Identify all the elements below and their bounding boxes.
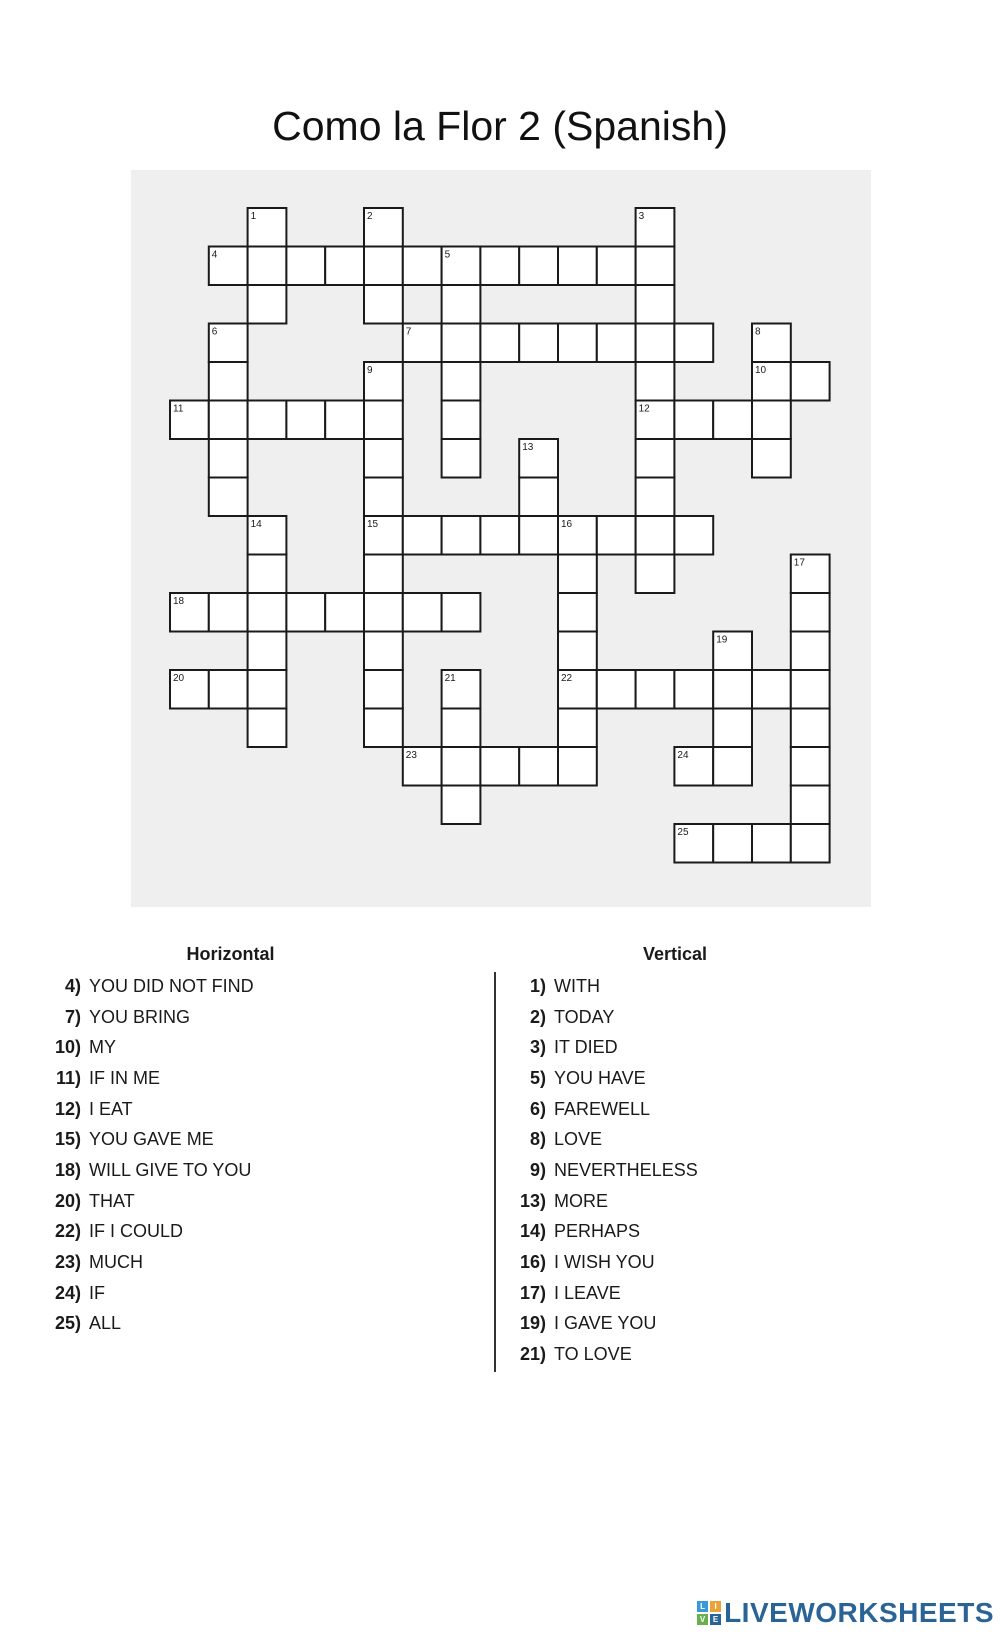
clue-text: YOU BRING: [89, 1006, 191, 1027]
crossword-cell[interactable]: [364, 401, 403, 440]
crossword-cell[interactable]: [791, 362, 830, 401]
crossword-cell[interactable]: [636, 324, 675, 363]
cell-number: 14: [250, 519, 262, 530]
clue-number: 22: [54, 1221, 75, 1242]
crossword-cell[interactable]: [636, 555, 675, 594]
clue-number-paren: ): [75, 1037, 81, 1058]
cell-number: 23: [405, 750, 417, 761]
liveworksheets-logo-icon: [696, 1600, 722, 1626]
crossword-cell[interactable]: [791, 632, 830, 671]
crossword-cell[interactable]: [248, 247, 287, 286]
clue-text: MORE: [554, 1190, 608, 1211]
clue-number: 21: [519, 1344, 540, 1365]
clue-text: IF: [89, 1282, 105, 1303]
crossword-cell[interactable]: [558, 555, 597, 594]
crossword-cell[interactable]: [325, 593, 364, 632]
crossword-cell[interactable]: [713, 824, 752, 863]
clue-number: 18: [54, 1159, 75, 1180]
clue-number: 13: [519, 1190, 540, 1211]
clue-number: 19: [519, 1313, 540, 1334]
clue-text: YOU HAVE: [554, 1067, 646, 1088]
clue-number: 6: [529, 1098, 540, 1119]
brand-name: LIVEWORKSHEETS: [724, 1597, 994, 1628]
crossword-cell[interactable]: [364, 709, 403, 748]
cell-number: 10: [755, 365, 767, 376]
crossword-cell[interactable]: [791, 670, 830, 709]
crossword-cell[interactable]: [674, 401, 713, 440]
clue-item: [505, 1063, 925, 1094]
clue-number: 14: [519, 1221, 540, 1242]
clue-number: 7: [64, 1006, 75, 1027]
down-clue-list: [505, 971, 925, 1370]
down-heading: Vertical: [642, 944, 708, 964]
across-clues: [40, 940, 465, 1339]
crossword-cell[interactable]: [558, 632, 597, 671]
clue-text: TODAY: [554, 1006, 615, 1027]
cell-number: 3: [638, 211, 645, 222]
crossword-cell[interactable]: [442, 593, 481, 632]
crossword-cell[interactable]: [636, 670, 675, 709]
clue-number-paren: ): [75, 1159, 81, 1180]
crossword-cell[interactable]: [364, 285, 403, 324]
cell-number: 2: [367, 211, 373, 222]
clue-number: 4: [64, 975, 75, 996]
worksheet-title: Como la Flor 2 (Spanish): [272, 103, 728, 149]
cell-number: 25: [677, 827, 689, 838]
clue-number-paren: ): [75, 1098, 81, 1119]
clue-number: 16: [519, 1252, 540, 1273]
clue-item: [505, 1155, 925, 1186]
crossword-cell[interactable]: [558, 247, 597, 286]
clue-number: 11: [55, 1067, 75, 1088]
clue-item: [505, 1032, 925, 1063]
clue-number-paren: ): [75, 1313, 81, 1334]
cell-number: 8: [755, 326, 761, 338]
clue-text: MUCH: [89, 1252, 143, 1273]
crossword-cell[interactable]: [636, 478, 675, 517]
crossword-cell[interactable]: [248, 285, 287, 324]
crossword-cell[interactable]: [752, 824, 791, 863]
clue-number: 5: [529, 1067, 540, 1088]
clue-number: 2: [529, 1006, 540, 1027]
crossword-cell[interactable]: [791, 593, 830, 632]
clue-text: I EAT: [89, 1098, 133, 1119]
clue-text: PERHAPS: [554, 1221, 641, 1242]
cell-number: 7: [405, 326, 412, 338]
crossword-cell[interactable]: [791, 747, 830, 786]
clue-item: [40, 1186, 465, 1217]
crossword-cell[interactable]: [364, 439, 403, 478]
crossword-cell[interactable]: [364, 670, 403, 709]
column-divider: [494, 972, 496, 1372]
crossword-cell[interactable]: [519, 516, 558, 555]
clue-text: IF I COULD: [89, 1221, 184, 1242]
clue-text: ALL: [89, 1313, 122, 1334]
crossword-cell[interactable]: [674, 516, 713, 555]
crossword-cell[interactable]: [209, 362, 248, 401]
clue-item: [505, 1217, 925, 1248]
crossword-cell[interactable]: [519, 247, 558, 286]
clue-text: MY: [89, 1037, 116, 1058]
cell-number: 5: [444, 249, 451, 261]
clue-number-paren: ): [75, 1221, 81, 1242]
crossword-cell[interactable]: [636, 516, 675, 555]
crossword-cell[interactable]: [713, 670, 752, 709]
clue-item: [505, 1094, 925, 1125]
clue-item: [40, 1002, 465, 1033]
crossword-cell[interactable]: [713, 401, 752, 440]
crossword-cell[interactable]: [480, 747, 519, 786]
cell-number: 16: [561, 519, 573, 530]
clue-number-paren: ): [540, 1282, 546, 1303]
clue-text: YOU DID NOT FIND: [89, 975, 254, 996]
crossword-cell[interactable]: [325, 247, 364, 286]
crossword-cell[interactable]: [597, 516, 636, 555]
crossword-cell[interactable]: [752, 401, 791, 440]
clue-number: 17: [519, 1282, 540, 1303]
cell-number: 24: [677, 750, 689, 761]
clue-number-paren: ): [75, 1282, 81, 1303]
clue-number-paren: ): [540, 1190, 546, 1211]
logo-square: V: [697, 1614, 708, 1625]
clue-number-paren: ): [540, 1067, 546, 1088]
logo-square: E: [710, 1614, 721, 1625]
crossword-cell[interactable]: [442, 362, 481, 401]
cell-number: 18: [173, 596, 185, 607]
clue-item: [505, 971, 925, 1002]
crossword-cell[interactable]: [248, 555, 287, 594]
crossword-cell[interactable]: [442, 439, 481, 478]
clue-item: [505, 1124, 925, 1155]
crossword-cell[interactable]: [752, 670, 791, 709]
crossword-cell[interactable]: [597, 670, 636, 709]
clue-number-paren: ): [75, 1252, 81, 1273]
clue-text: IF IN ME: [89, 1067, 160, 1088]
clue-text: I WISH YOU: [554, 1252, 655, 1273]
clue-item: [40, 1247, 465, 1278]
clue-item: [40, 1124, 465, 1155]
clue-number-paren: ): [75, 1067, 81, 1088]
liveworksheets-brand: [696, 1595, 994, 1631]
cell-number: 15: [367, 519, 379, 530]
clue-number: 10: [54, 1037, 75, 1058]
clue-item: [505, 1339, 925, 1370]
crossword-cell[interactable]: [674, 670, 713, 709]
clue-number-paren: ): [540, 1344, 546, 1365]
crossword-cell[interactable]: [636, 362, 675, 401]
clue-item: [40, 1217, 465, 1248]
clue-item: [40, 971, 465, 1002]
crossword-cell[interactable]: [480, 516, 519, 555]
cell-number: 17: [793, 557, 805, 569]
crossword-cell[interactable]: [442, 324, 481, 363]
cell-number: 21: [444, 673, 456, 684]
cell-number: 22: [561, 673, 573, 684]
clue-number: 15: [54, 1129, 75, 1150]
cell-number: 20: [173, 673, 185, 684]
crossword-cell[interactable]: [791, 709, 830, 748]
across-heading: Horizontal: [186, 944, 275, 964]
crossword-cell[interactable]: [403, 593, 442, 632]
clue-number-paren: ): [75, 1129, 81, 1150]
clue-item: [505, 1309, 925, 1340]
crossword-cell[interactable]: [364, 593, 403, 632]
clue-item: [40, 1032, 465, 1063]
clue-text: IT DIED: [554, 1037, 618, 1058]
crossword-cell[interactable]: [558, 593, 597, 632]
cell-number: 13: [522, 442, 534, 453]
cell-number: 12: [638, 403, 650, 415]
clue-number-paren: ): [75, 975, 81, 996]
crossword-cell[interactable]: [209, 593, 248, 632]
clue-number-paren: ): [540, 1037, 546, 1058]
clue-number-paren: ): [540, 1252, 546, 1273]
crossword-cell[interactable]: [597, 324, 636, 363]
clue-item: [40, 1063, 465, 1094]
crossword-cell[interactable]: [248, 593, 287, 632]
logo-square: I: [710, 1601, 721, 1612]
clue-number: 20: [54, 1190, 75, 1211]
crossword-cell[interactable]: [364, 555, 403, 594]
crossword-cell[interactable]: [403, 247, 442, 286]
clue-text: LOVE: [554, 1129, 603, 1150]
crossword-cell[interactable]: [325, 401, 364, 440]
cell-number: 1: [250, 211, 257, 222]
crossword-cell[interactable]: [558, 709, 597, 748]
clue-text: WITH: [554, 975, 600, 996]
clue-text: I LEAVE: [554, 1282, 621, 1303]
crossword-cell[interactable]: [442, 285, 481, 324]
clue-item: [505, 1186, 925, 1217]
clue-number: 12: [54, 1098, 75, 1119]
crossword-svg: [131, 170, 871, 907]
crossword-cell[interactable]: [248, 709, 287, 748]
clue-number-paren: ): [540, 1221, 546, 1242]
clue-number-paren: ): [540, 1129, 546, 1150]
cell-number: 11: [173, 403, 184, 415]
crossword-cell[interactable]: [442, 786, 481, 825]
clue-text: FAREWELL: [554, 1098, 651, 1119]
clue-text: WILL GIVE TO YOU: [89, 1159, 252, 1180]
clue-number: 24: [54, 1282, 75, 1303]
crossword-cell[interactable]: [364, 247, 403, 286]
crossword-cell[interactable]: [752, 439, 791, 478]
cell-number: 4: [211, 249, 218, 261]
clue-item: [505, 1278, 925, 1309]
clue-number-paren: ): [540, 1098, 546, 1119]
crossword-cell[interactable]: [286, 401, 325, 440]
clue-item: [505, 1247, 925, 1278]
crossword-cell[interactable]: [442, 709, 481, 748]
cell-number: 9: [367, 365, 373, 376]
crossword-cell[interactable]: [286, 247, 325, 286]
crossword-cell[interactable]: [558, 747, 597, 786]
crossword-cell[interactable]: [248, 632, 287, 671]
crossword-cell[interactable]: [636, 285, 675, 324]
clue-number: 9: [529, 1159, 540, 1180]
crossword-cell[interactable]: [364, 478, 403, 517]
clue-item: [40, 1309, 465, 1340]
crossword-cell[interactable]: [791, 786, 830, 825]
crossword-cell[interactable]: [791, 824, 830, 863]
clue-text: NEVERTHELESS: [554, 1159, 698, 1180]
crossword-cell[interactable]: [519, 324, 558, 363]
clue-text: YOU GAVE ME: [89, 1129, 214, 1150]
down-clues: [505, 940, 925, 1370]
crossword-cell[interactable]: [558, 324, 597, 363]
crossword-cell[interactable]: [403, 516, 442, 555]
crossword-cell[interactable]: [713, 747, 752, 786]
crossword-cell[interactable]: [286, 593, 325, 632]
clue-number-paren: ): [540, 1313, 546, 1334]
crossword-cell[interactable]: [209, 478, 248, 517]
clue-item: [505, 1002, 925, 1033]
crossword-grid: [131, 170, 871, 907]
clue-text: TO LOVE: [554, 1344, 632, 1365]
crossword-cell[interactable]: [636, 247, 675, 286]
crossword-cell[interactable]: [364, 632, 403, 671]
clue-number: 3: [529, 1037, 540, 1058]
clue-text: I GAVE YOU: [554, 1313, 657, 1334]
crossword-cell[interactable]: [713, 709, 752, 748]
crossword-cell[interactable]: [480, 324, 519, 363]
cell-number: 6: [211, 326, 218, 338]
crossword-cell[interactable]: [442, 747, 481, 786]
crossword-cell[interactable]: [674, 324, 713, 363]
cell-number: 19: [716, 634, 728, 646]
crossword-cell[interactable]: [519, 478, 558, 517]
across-clue-list: [40, 971, 465, 1339]
crossword-cell[interactable]: [248, 401, 287, 440]
clue-number-paren: ): [540, 975, 546, 996]
crossword-cell[interactable]: [442, 516, 481, 555]
clue-number: 1: [529, 975, 540, 996]
crossword-cell[interactable]: [480, 247, 519, 286]
crossword-cell[interactable]: [209, 401, 248, 440]
clue-number-paren: ): [540, 1159, 546, 1180]
clue-text: THAT: [89, 1190, 135, 1211]
clue-number: 25: [54, 1313, 75, 1334]
crossword-cell[interactable]: [442, 401, 481, 440]
clue-item: [40, 1094, 465, 1125]
crossword-cell[interactable]: [519, 747, 558, 786]
crossword-cell[interactable]: [248, 670, 287, 709]
clue-number: 23: [54, 1252, 75, 1273]
clue-item: [40, 1278, 465, 1309]
clue-item: [40, 1155, 465, 1186]
crossword-cell[interactable]: [597, 247, 636, 286]
clue-number-paren: ): [540, 1006, 546, 1027]
crossword-cell[interactable]: [209, 439, 248, 478]
clue-number-paren: ): [75, 1190, 81, 1211]
logo-square: L: [697, 1601, 708, 1612]
crossword-cell[interactable]: [636, 439, 675, 478]
clue-number: 8: [529, 1129, 540, 1150]
crossword-cell[interactable]: [209, 670, 248, 709]
clue-number-paren: ): [75, 1006, 81, 1027]
